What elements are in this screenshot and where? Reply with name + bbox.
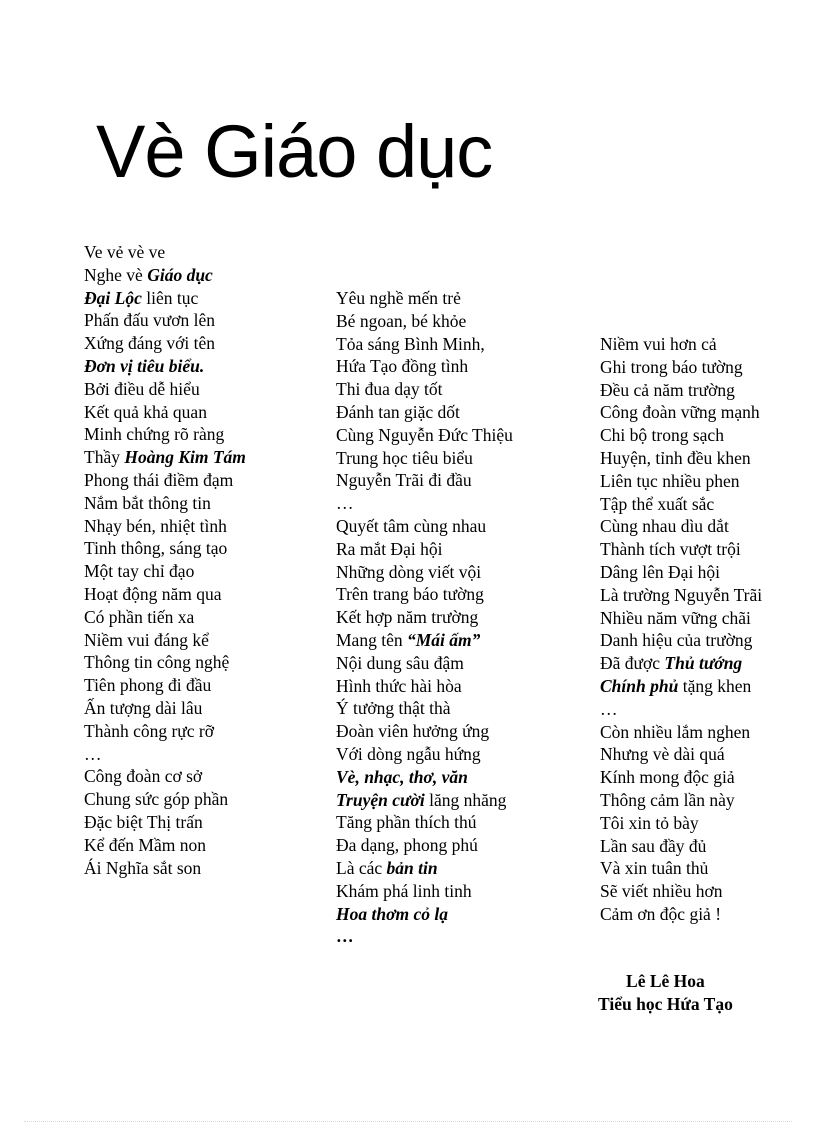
poem-text: Hoạt động năm qua bbox=[84, 583, 222, 604]
poem-text: Đoàn viên hưởng ứng bbox=[336, 721, 490, 742]
poem-line bbox=[84, 651, 246, 674]
poem-line bbox=[600, 584, 762, 607]
poem-text: Tinh thông, sáng tạo bbox=[84, 538, 228, 559]
poem-line bbox=[600, 333, 762, 356]
poem-text: Nội dung sâu đậm bbox=[336, 652, 464, 673]
poem-line bbox=[600, 698, 762, 721]
poem-text: Nhiều năm vững chãi bbox=[600, 607, 751, 628]
poem-text: Niềm vui đáng kể bbox=[84, 629, 209, 650]
poem-line bbox=[600, 356, 762, 379]
poem-line bbox=[336, 583, 513, 606]
poem-text: Danh hiệu của trường bbox=[600, 630, 753, 651]
poem-line bbox=[336, 834, 513, 857]
poem-line bbox=[336, 538, 513, 561]
poem-text: Đã được bbox=[600, 653, 665, 674]
poem-text: Khám phá linh tinh bbox=[336, 880, 472, 901]
poem-line bbox=[84, 583, 246, 606]
poem-text: Tiên phong đi đầu bbox=[84, 675, 212, 696]
poem-text: Ái Nghĩa sắt son bbox=[84, 857, 202, 878]
poem-emphasis: Đơn vị tiêu biểu. bbox=[84, 355, 205, 376]
poem-line bbox=[336, 720, 513, 743]
poem-line bbox=[336, 766, 513, 789]
poem-text: Dâng lên Đại hội bbox=[600, 561, 721, 582]
poem-text: Nhưng vè dài quá bbox=[600, 744, 725, 765]
poem-line bbox=[600, 607, 762, 630]
poem-text: tặng khen bbox=[678, 675, 752, 696]
poem-line bbox=[600, 721, 762, 744]
poem-line bbox=[600, 470, 762, 493]
poem-emphasis: Hoàng Kim Tám bbox=[124, 447, 246, 468]
poem-line bbox=[336, 333, 513, 356]
poem-line bbox=[336, 424, 513, 447]
poem-line bbox=[336, 378, 513, 401]
poem-text: Công đoàn cơ sở bbox=[84, 766, 203, 787]
poem-text: Chung sức góp phần bbox=[84, 789, 229, 810]
poem-text: Công đoàn vững mạnh bbox=[600, 402, 760, 423]
poem-line bbox=[84, 697, 246, 720]
poem-text: Nghe vè bbox=[84, 264, 148, 285]
poem-line bbox=[336, 447, 513, 470]
poem-text: Ra mắt Đại hội bbox=[336, 538, 443, 559]
poem-text: Thi đua dạy tốt bbox=[336, 379, 443, 400]
poem-text: … bbox=[600, 698, 618, 719]
poem-text: Thầy bbox=[84, 447, 125, 468]
poem-text: Xứng đáng với tên bbox=[84, 333, 216, 354]
poem-line bbox=[84, 720, 246, 743]
poem-line bbox=[336, 857, 513, 880]
poem-line bbox=[600, 789, 762, 812]
poem-line bbox=[84, 788, 246, 811]
poem-emphasis: … bbox=[336, 926, 354, 947]
poem-line bbox=[336, 880, 513, 903]
poem-text: Là các bbox=[336, 857, 387, 878]
poem-text: Tăng phần thích thú bbox=[336, 812, 477, 833]
poem-text: Tập thể xuất sắc bbox=[600, 493, 715, 514]
poem-line bbox=[600, 629, 762, 652]
poem-text: Bởi điều dễ hiểu bbox=[84, 378, 200, 399]
poem-line bbox=[336, 629, 513, 652]
poem-text: Ve vẻ vè ve bbox=[84, 242, 166, 262]
poem-line bbox=[600, 835, 762, 858]
poem-text: Thông cảm lần này bbox=[600, 789, 735, 810]
poem-text: Một tay chỉ đạo bbox=[84, 561, 195, 582]
poem-text: Là trường Nguyễn Trãi bbox=[600, 584, 763, 605]
poem-text: Phấn đấu vươn lên bbox=[84, 310, 216, 331]
poem-line bbox=[84, 674, 246, 697]
poem-line bbox=[336, 310, 513, 333]
poem-line bbox=[84, 857, 246, 880]
poem-text: Cùng Nguyễn Đức Thiệu bbox=[336, 424, 513, 445]
poem-line bbox=[84, 309, 246, 332]
poem-line bbox=[84, 469, 246, 492]
poem-line bbox=[336, 606, 513, 629]
poem-line bbox=[336, 789, 513, 812]
poem-text: Những dòng viết vội bbox=[336, 561, 482, 582]
poem-text: Thành tích vượt trội bbox=[600, 539, 741, 560]
poem-text: Ghi trong báo tường bbox=[600, 356, 743, 377]
poem-line bbox=[600, 652, 762, 675]
poem-text: … bbox=[84, 743, 102, 764]
poem-text: Huyện, tỉnh đều khen bbox=[600, 447, 751, 468]
poem-line bbox=[84, 537, 246, 560]
poem-text: Ý tưởng thật thà bbox=[336, 698, 451, 719]
poem-text: Minh chứng rõ ràng bbox=[84, 424, 225, 445]
poem-text: Tôi xin tỏ bày bbox=[600, 812, 699, 833]
poem-text: Cùng nhau dìu dắt bbox=[600, 516, 729, 537]
poem-text: Hứa Tạo đồng tình bbox=[336, 356, 469, 377]
poem-line bbox=[84, 492, 246, 515]
poem-text: Đa dạng, phong phú bbox=[336, 835, 478, 856]
poem-emphasis: Truyện cười bbox=[336, 789, 425, 810]
poem-line bbox=[84, 743, 246, 766]
poem-emphasis: bản tin bbox=[386, 857, 438, 878]
poem-line bbox=[600, 561, 762, 584]
poem-column-2 bbox=[336, 287, 513, 948]
poem-emphasis: Thủ tướng bbox=[664, 653, 743, 674]
poem-line bbox=[336, 652, 513, 675]
poem-line bbox=[336, 675, 513, 698]
poem-line bbox=[336, 355, 513, 378]
poem-line bbox=[600, 538, 762, 561]
poem-text: Trên trang báo tường bbox=[336, 584, 484, 605]
poem-text: Và xin tuân thủ bbox=[600, 858, 709, 879]
poem-line bbox=[336, 492, 513, 515]
poem-text: Trung học tiêu biểu bbox=[336, 447, 473, 468]
poem-text: Còn nhiều lắm nghen bbox=[600, 721, 751, 742]
poem-text: Thành công rực rỡ bbox=[84, 720, 215, 741]
poem-text: … bbox=[336, 493, 354, 514]
poem-text: Có phần tiến xa bbox=[84, 606, 195, 627]
poem-text: Mang tên bbox=[336, 629, 407, 650]
poem-column-3 bbox=[600, 333, 762, 926]
poem-line bbox=[600, 743, 762, 766]
poem-emphasis: Chính phủ bbox=[600, 675, 679, 696]
poem-emphasis: Vè, nhạc, thơ, văn bbox=[336, 766, 468, 787]
poem-text: Với dòng ngẫu hứng bbox=[336, 743, 481, 764]
poem-text: lăng nhăng bbox=[424, 789, 507, 810]
poem-line bbox=[336, 515, 513, 538]
poem-column-1 bbox=[84, 241, 246, 879]
poem-line bbox=[336, 811, 513, 834]
poem-line bbox=[84, 287, 246, 310]
poem-text: Kính mong độc giả bbox=[600, 767, 735, 788]
signature-author: Lê Lê Hoa bbox=[626, 971, 705, 991]
poem-line bbox=[84, 378, 246, 401]
poem-line bbox=[84, 834, 246, 857]
poem-line bbox=[600, 857, 762, 880]
poem-line bbox=[336, 925, 513, 948]
poem-text: Niềm vui hơn cả bbox=[600, 334, 717, 354]
poem-line bbox=[600, 447, 762, 470]
poem-line bbox=[84, 355, 246, 378]
poem-emphasis: Đại Lộc bbox=[84, 287, 142, 308]
poem-line bbox=[600, 766, 762, 789]
poem-line bbox=[336, 401, 513, 424]
poem-line bbox=[336, 469, 513, 492]
poem-text: Nhạy bén, nhiệt tình bbox=[84, 515, 227, 536]
poem-text: Phong thái điềm đạm bbox=[84, 469, 234, 490]
poem-text: Chi bộ trong sạch bbox=[600, 425, 724, 446]
poem-line bbox=[600, 903, 762, 926]
poem-line bbox=[600, 379, 762, 402]
poem-text: Hình thức hài hòa bbox=[336, 675, 462, 696]
poem-text: Nguyễn Trãi đi đầu bbox=[336, 470, 472, 491]
poem-line bbox=[336, 287, 513, 310]
poem-text: Tỏa sáng Bình Minh, bbox=[336, 333, 485, 354]
poem-line bbox=[84, 515, 246, 538]
poem-text: Yêu nghề mến trẻ bbox=[336, 288, 461, 308]
poem-text: Thông tin công nghệ bbox=[84, 652, 230, 673]
poem-text: Đều cả năm trường bbox=[600, 379, 735, 400]
poem-line bbox=[336, 743, 513, 766]
poem-line bbox=[600, 424, 762, 447]
poem-text: Kết quả khả quan bbox=[84, 401, 207, 422]
poem-line bbox=[600, 675, 762, 698]
poem-text: Quyết tâm cùng nhau bbox=[336, 515, 487, 536]
signature-school: Tiểu học Hứa Tạo bbox=[598, 994, 733, 1014]
poem-line bbox=[84, 332, 246, 355]
poem-line bbox=[600, 880, 762, 903]
signature-block bbox=[598, 970, 733, 1016]
poem-line bbox=[336, 903, 513, 926]
poem-emphasis: “Mái ấm” bbox=[406, 629, 481, 650]
poem-text: Lần sau đầy đủ bbox=[600, 835, 707, 856]
poem-text: Bé ngoan, bé khỏe bbox=[336, 310, 467, 331]
poem-line bbox=[84, 446, 246, 469]
poem-line bbox=[336, 561, 513, 584]
poem-text: Đánh tan giặc dốt bbox=[336, 401, 460, 422]
poem-text: liên tục bbox=[141, 287, 199, 308]
poem-text: Cảm ơn độc giả ! bbox=[600, 903, 722, 924]
poem-line bbox=[600, 401, 762, 424]
poem-line bbox=[84, 811, 246, 834]
poem-text: Kết hợp năm trường bbox=[336, 607, 479, 628]
poem-line bbox=[84, 629, 246, 652]
page-title: Vè Giáo dục bbox=[96, 110, 493, 193]
poem-line bbox=[84, 264, 246, 287]
poem-text: Kể đến Mầm non bbox=[84, 834, 206, 855]
poem-text: Liên tục nhiều phen bbox=[600, 470, 740, 491]
poem-line bbox=[600, 812, 762, 835]
poem-emphasis: Hoa thơm cỏ lạ bbox=[336, 903, 448, 924]
poem-emphasis: Giáo dục bbox=[147, 264, 213, 285]
poem-line bbox=[84, 560, 246, 583]
poem-text: Ấn tượng dài lâu bbox=[84, 697, 203, 718]
poem-line bbox=[84, 606, 246, 629]
poem-text: Sẽ viết nhiều hơn bbox=[600, 881, 723, 902]
page-bottom-rule bbox=[24, 1121, 792, 1122]
poem-line bbox=[84, 241, 246, 264]
poem-line bbox=[84, 401, 246, 424]
poem-line bbox=[84, 765, 246, 788]
poem-text: Đặc biệt Thị trấn bbox=[84, 811, 203, 832]
poem-line bbox=[600, 515, 762, 538]
poem-line bbox=[336, 697, 513, 720]
poem-text: Nắm bắt thông tin bbox=[84, 492, 211, 513]
poem-line bbox=[84, 423, 246, 446]
poem-line bbox=[600, 493, 762, 516]
